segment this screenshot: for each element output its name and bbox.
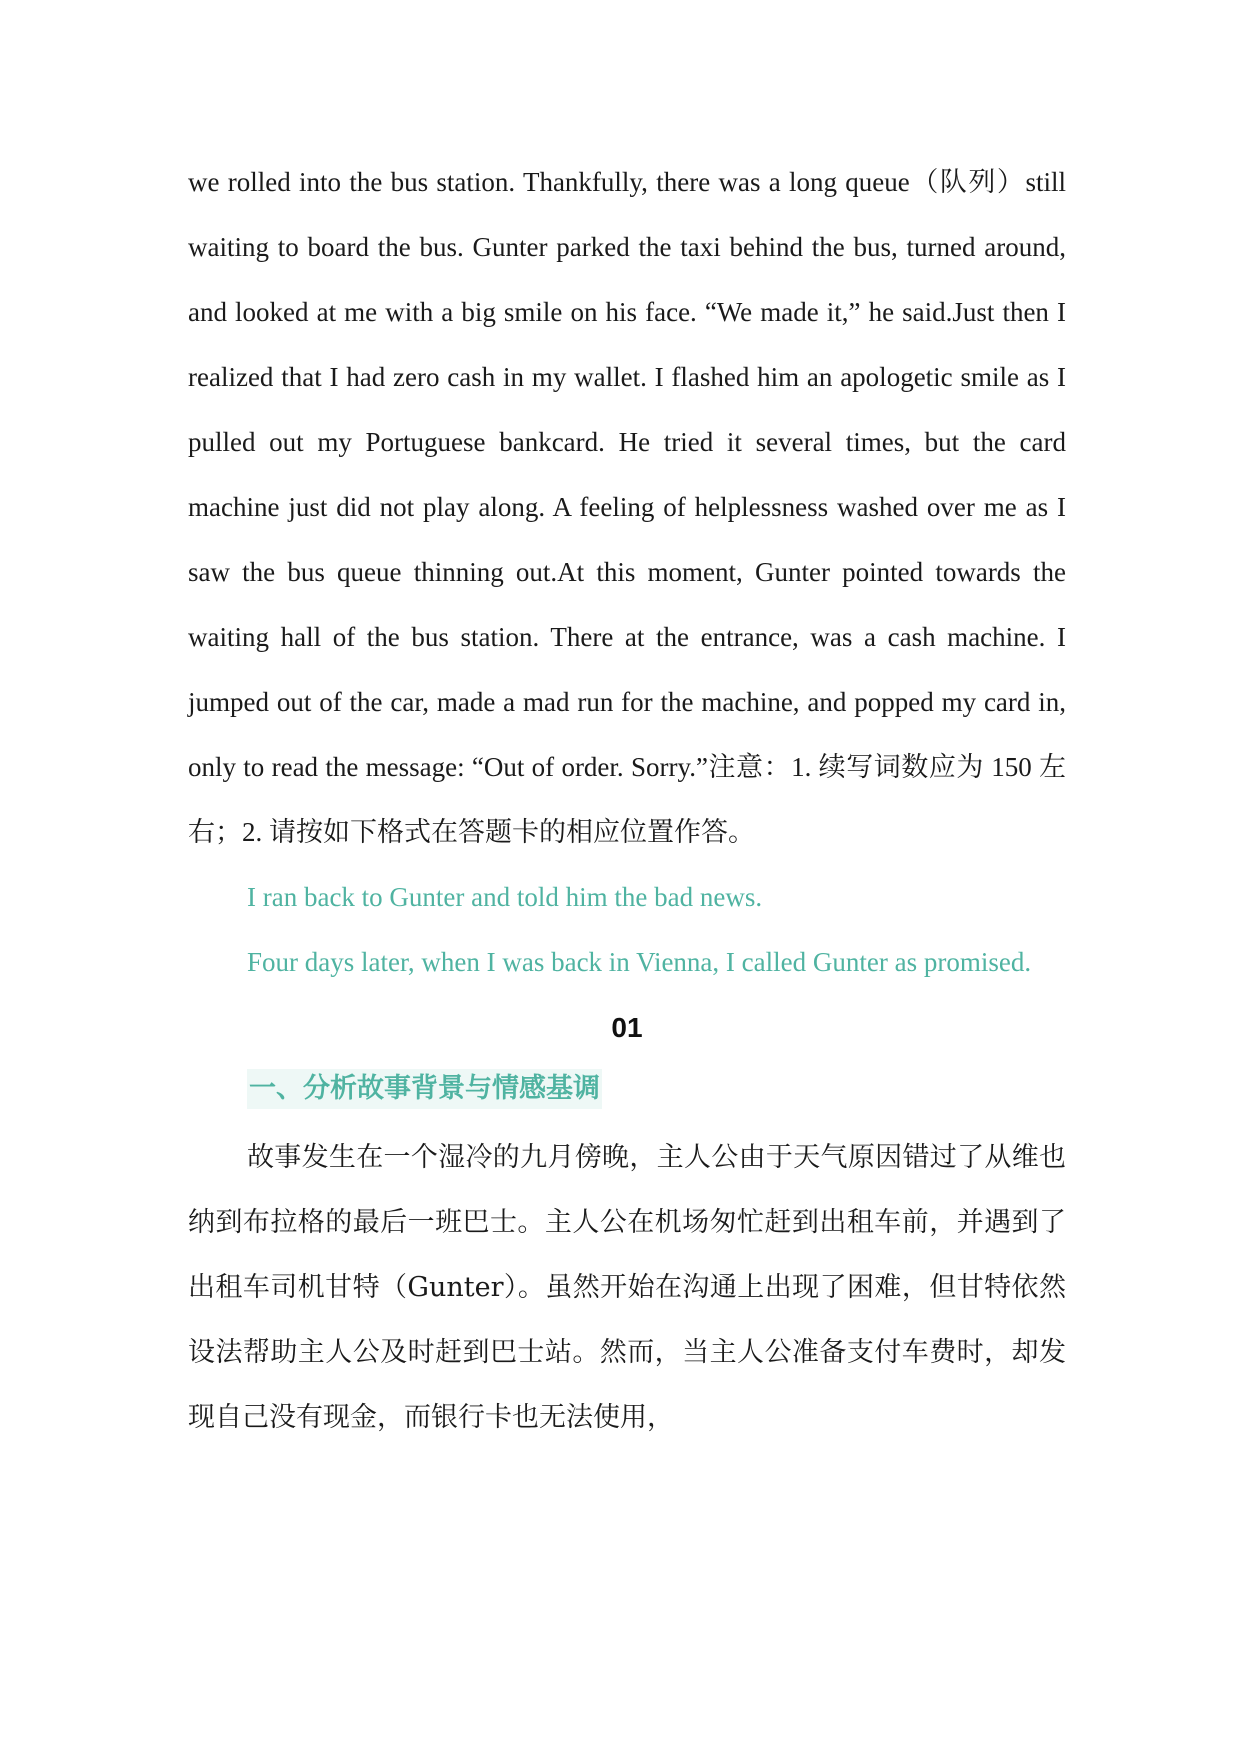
section-number: 01	[611, 1012, 643, 1043]
analysis-paragraph: 故事发生在一个湿冷的九月傍晚，主人公由于天气原因错过了从维也纳到布拉格的最后一班巴士。主人公在机场匆忙赶到出租车前，并遇到了出租车司机甘特（Gunter）。虽然开始在沟通上出现了困难，但甘特依然设法帮助主人公及时赶到巴士站。然而，当主人公准备支付车费时，却发现自己没有现金，而银行卡也无法使用，	[188, 1142, 1066, 1433]
section-heading-row	[188, 1060, 1066, 1125]
document-page	[188, 150, 1066, 1450]
story-paragraph: we rolled into the bus station. Thankfully, there was a long queue（队列）still waiting to board the bus. Gunter parked the taxi behind the bus, turned around, and looked at me with a big smile on his face. “We made it,” he said.Just then I realized that I had zero cash in my wallet. I flashed him an apologetic smile as I pulled out my Portuguese bankcard. He tried it several times, but the card machine just did not play along. A feeling of helplessness washed over me as I saw the bus queue thinning out.At this moment, Gunter pointed towards the waiting hall of the bus station. There at the entrance, was a cash machine. I jumped out of the car, made a mad run for the machine, and popped my card in, only to read the message: “Out of order. Sorry.”注意：1. 续写词数应为 150 左右；2. 请按如下格式在答题卡的相应位置作答。	[188, 167, 1066, 847]
continuation-prompt-1: I ran back to Gunter and told him the bad news.	[247, 882, 763, 912]
continuation-prompt-2: Four days later, when I was back in Vienna, I called Gunter as promised.	[247, 947, 1032, 977]
section-heading: 一、分析故事背景与情感基调	[247, 1069, 602, 1109]
